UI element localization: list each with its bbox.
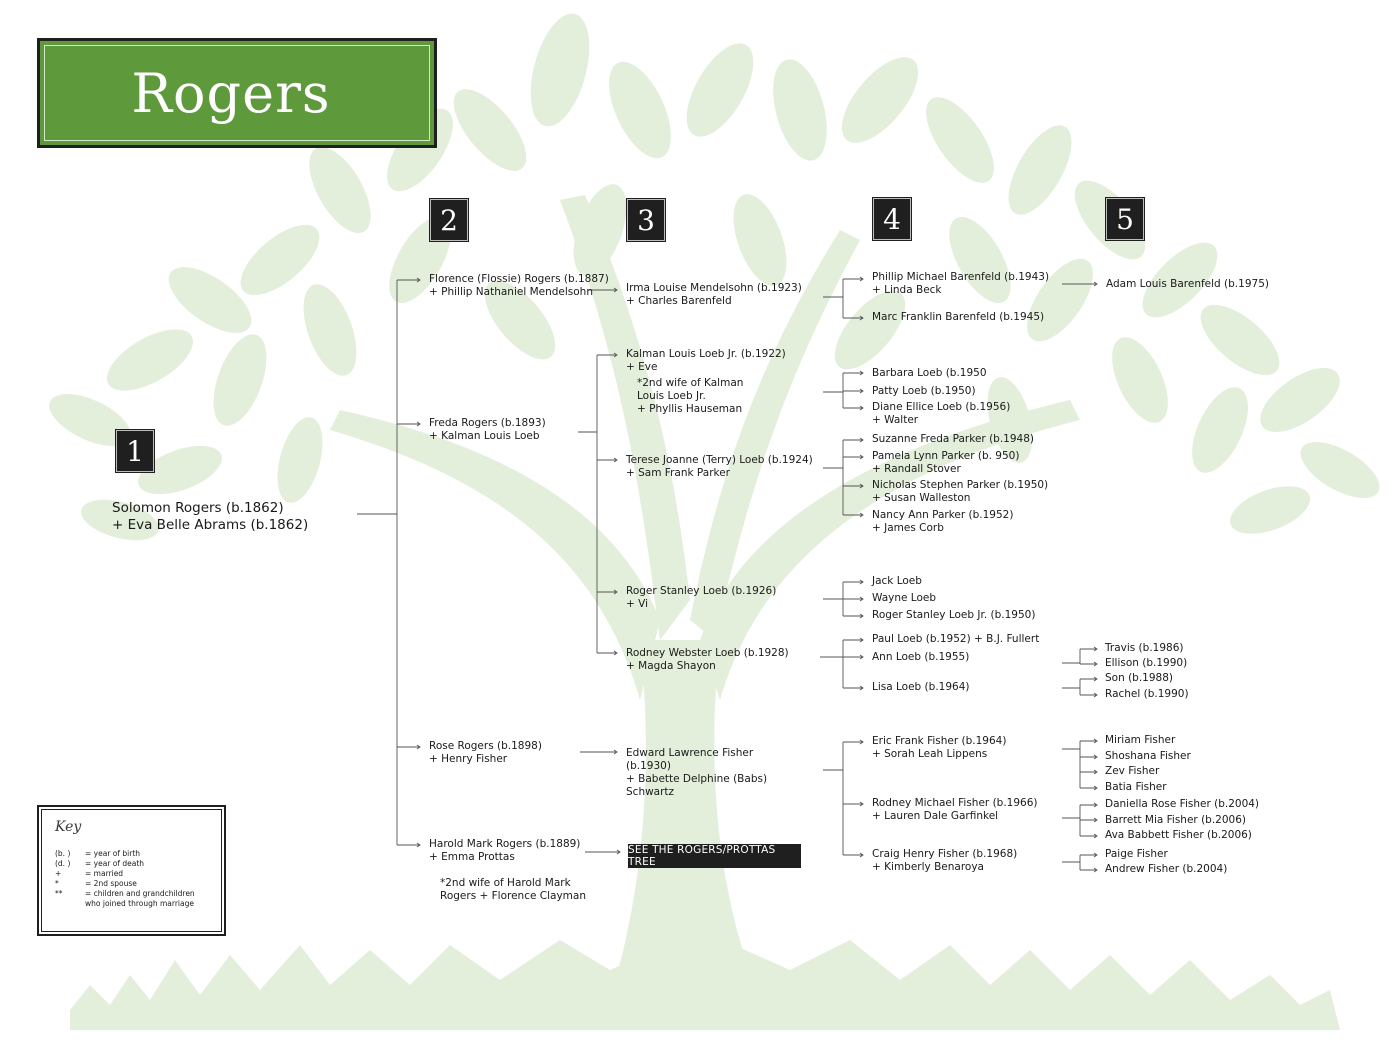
person-node (429, 740, 542, 766)
person-detail: + Eve (626, 361, 658, 373)
person-name: Pamela Lynn Parker (b. 950) (872, 450, 1020, 462)
person-node (1105, 781, 1167, 794)
person-name: Ellison (b.1990) (1105, 657, 1188, 669)
person-name: Suzanne Freda Parker (b.1948) (872, 433, 1034, 445)
person-node (872, 633, 1039, 646)
person-detail: + Susan Walleston (872, 492, 971, 504)
person-name: *2nd wife of Harold Mark (440, 877, 571, 889)
person-node (626, 647, 789, 673)
key-meaning: = 2nd spouse (85, 879, 137, 888)
person-name: Freda Rogers (b.1893) (429, 417, 546, 429)
person-name: Rose Rogers (b.1898) (429, 740, 542, 752)
person-name: Roger Stanley Loeb (b.1926) (626, 585, 777, 597)
person-node (1105, 734, 1175, 747)
generation-5-badge: 5 (1106, 198, 1144, 240)
generation-2-badge: 2 (430, 199, 468, 241)
person-node (872, 385, 976, 398)
person-name: Diane Ellice Loeb (b.1956) (872, 401, 1011, 413)
key-meaning: = married (85, 869, 124, 878)
person-detail: + Babette Delphine (Babs) (626, 773, 768, 785)
generation-4-badge: 4 (873, 198, 911, 240)
person-detail: + Eva Belle Abrams (b.1862) (112, 517, 309, 533)
person-detail: + Henry Fisher (429, 753, 508, 765)
key-row (55, 879, 195, 889)
person-node (872, 367, 987, 380)
person-name: Ava Babbett Fisher (b.2006) (1105, 829, 1252, 841)
person-node (1105, 863, 1227, 876)
person-name: Adam Louis Barenfeld (b.1975) (1106, 278, 1269, 290)
person-name: Rodney Michael Fisher (b.1966) (872, 797, 1038, 809)
person-node (872, 681, 969, 694)
key-row (55, 859, 195, 869)
person-node (626, 454, 813, 480)
person-name: Roger Stanley Loeb Jr. (b.1950) (872, 609, 1036, 621)
person-detail: Louis Loeb Jr. (637, 390, 706, 402)
person-name: Rodney Webster Loeb (b.1928) (626, 647, 789, 659)
spouse-note (637, 377, 743, 416)
title-banner (37, 38, 437, 148)
person-node (626, 282, 802, 308)
person-node (872, 433, 1034, 446)
key-symbol: (d. ) (55, 859, 71, 868)
person-name: Lisa Loeb (b.1964) (872, 681, 970, 693)
key-list (55, 849, 195, 909)
key-row (55, 889, 195, 899)
person-node (1105, 642, 1183, 655)
person-detail: (b.1930) (626, 760, 671, 772)
person-detail: Schwartz (626, 786, 675, 798)
person-node (429, 417, 546, 443)
person-node (872, 479, 1048, 505)
person-detail: + James Corb (872, 522, 944, 534)
person-node (872, 271, 1049, 297)
key-title: Key (55, 819, 82, 835)
person-node (1105, 814, 1246, 827)
person-node (1105, 657, 1187, 670)
person-node (1106, 278, 1269, 291)
person-node (626, 348, 786, 374)
person-node (872, 609, 1035, 622)
person-name: Miriam Fisher (1105, 734, 1176, 746)
person-name: Florence (Flossie) Rogers (b.1887) (429, 273, 609, 285)
generation-3-badge: 3 (627, 199, 665, 241)
person-detail: + Lauren Dale Garfinkel (872, 810, 999, 822)
person-detail: + Randall Stover (872, 463, 961, 475)
person-node (429, 273, 609, 299)
key-meaning: = year of death (85, 859, 145, 868)
person-name: Ann Loeb (b.1955) (872, 651, 970, 663)
key-meaning: who joined through marriage (85, 899, 194, 908)
key-row (55, 899, 195, 909)
person-detail: + Walter (872, 414, 919, 426)
key-symbol: ** (55, 889, 63, 898)
person-name: Nicholas Stephen Parker (b.1950) (872, 479, 1049, 491)
person-node (1105, 848, 1168, 861)
person-name: Barrett Mia Fisher (b.2006) (1105, 814, 1246, 826)
person-node (1105, 688, 1189, 701)
person-name: Kalman Louis Loeb Jr. (b.1922) (626, 348, 786, 360)
person-detail: + Vi (626, 598, 649, 610)
person-node (872, 311, 1044, 324)
person-detail: + Kimberly Benaroya (872, 861, 984, 873)
person-name: Batia Fisher (1105, 781, 1167, 793)
person-name: Rachel (b.1990) (1105, 688, 1189, 700)
person-detail: + Kalman Louis Loeb (429, 430, 540, 442)
person-name: Irma Louise Mendelsohn (b.1923) (626, 282, 802, 294)
see-rogers-prottas-tree-link[interactable]: SEE THE ROGERS/PROTTAS TREE (628, 844, 801, 868)
person-name: Craig Henry Fisher (b.1968) (872, 848, 1018, 860)
generation-1-badge: 1 (116, 430, 154, 472)
person-node (429, 838, 580, 864)
page-title: Rogers (131, 61, 331, 125)
person-detail: + Phillip Nathaniel Mendelsohn (429, 286, 593, 298)
person-node (872, 509, 1013, 535)
key-meaning: = year of birth (85, 849, 141, 858)
person-detail: + Linda Beck (872, 284, 942, 296)
person-node (1105, 750, 1191, 763)
person-node (872, 848, 1017, 874)
person-name: Wayne Loeb (872, 592, 937, 604)
person-node (626, 747, 767, 799)
person-name: Andrew Fisher (b.2004) (1105, 863, 1228, 875)
person-node (872, 735, 1006, 761)
person-node (872, 797, 1037, 823)
key-symbol: + (55, 869, 62, 878)
key-symbol: * (55, 879, 59, 888)
person-node (872, 651, 969, 664)
key-row (55, 849, 195, 859)
person-name: Terese Joanne (Terry) Loeb (b.1924) (626, 454, 813, 466)
person-node (1105, 798, 1259, 811)
person-name: Jack Loeb (872, 575, 922, 587)
person-node (872, 401, 1010, 427)
person-name: Daniella Rose Fisher (b.2004) (1105, 798, 1260, 810)
person-name: Edward Lawrence Fisher (626, 747, 754, 759)
person-name: Paul Loeb (b.1952) + B.J. Fullert (872, 633, 1040, 645)
person-name: Travis (b.1986) (1105, 642, 1184, 654)
person-node (112, 500, 308, 534)
person-name: Patty Loeb (b.1950) (872, 385, 976, 397)
key-symbol: (b. ) (55, 849, 71, 858)
person-name: Phillip Michael Barenfeld (b.1943) (872, 271, 1050, 283)
person-name: Shoshana Fisher (1105, 750, 1191, 762)
person-node (872, 592, 936, 605)
person-name: Solomon Rogers (b.1862) (112, 500, 284, 516)
key-symbol (55, 899, 85, 909)
person-name: Nancy Ann Parker (b.1952) (872, 509, 1014, 521)
person-name: Paige Fisher (1105, 848, 1168, 860)
person-node (1105, 829, 1252, 842)
person-detail: Rogers + Florence Clayman (440, 890, 587, 902)
person-name: Eric Frank Fisher (b.1964) (872, 735, 1007, 747)
person-node (872, 575, 922, 588)
person-name: Harold Mark Rogers (b.1889) (429, 838, 581, 850)
key-row (55, 869, 195, 879)
person-node (626, 585, 776, 611)
person-node (872, 450, 1019, 476)
person-detail: + Charles Barenfeld (626, 295, 732, 307)
person-name: Son (b.1988) (1105, 672, 1173, 684)
person-name: Marc Franklin Barenfeld (b.1945) (872, 311, 1045, 323)
spouse-note (440, 877, 586, 903)
person-name: Zev Fisher (1105, 765, 1160, 777)
person-detail: + Magda Shayon (626, 660, 716, 672)
person-name: *2nd wife of Kalman (637, 377, 744, 389)
key-legend (37, 805, 226, 936)
person-node (1105, 765, 1159, 778)
person-node (1105, 672, 1173, 685)
person-detail: + Sorah Leah Lippens (872, 748, 988, 760)
key-meaning: = children and grandchildren (85, 889, 195, 898)
person-detail: + Sam Frank Parker (626, 467, 730, 479)
person-name: Barbara Loeb (b.1950 (872, 367, 987, 379)
person-detail: + Phyllis Hauseman (637, 403, 743, 415)
person-detail: + Emma Prottas (429, 851, 515, 863)
